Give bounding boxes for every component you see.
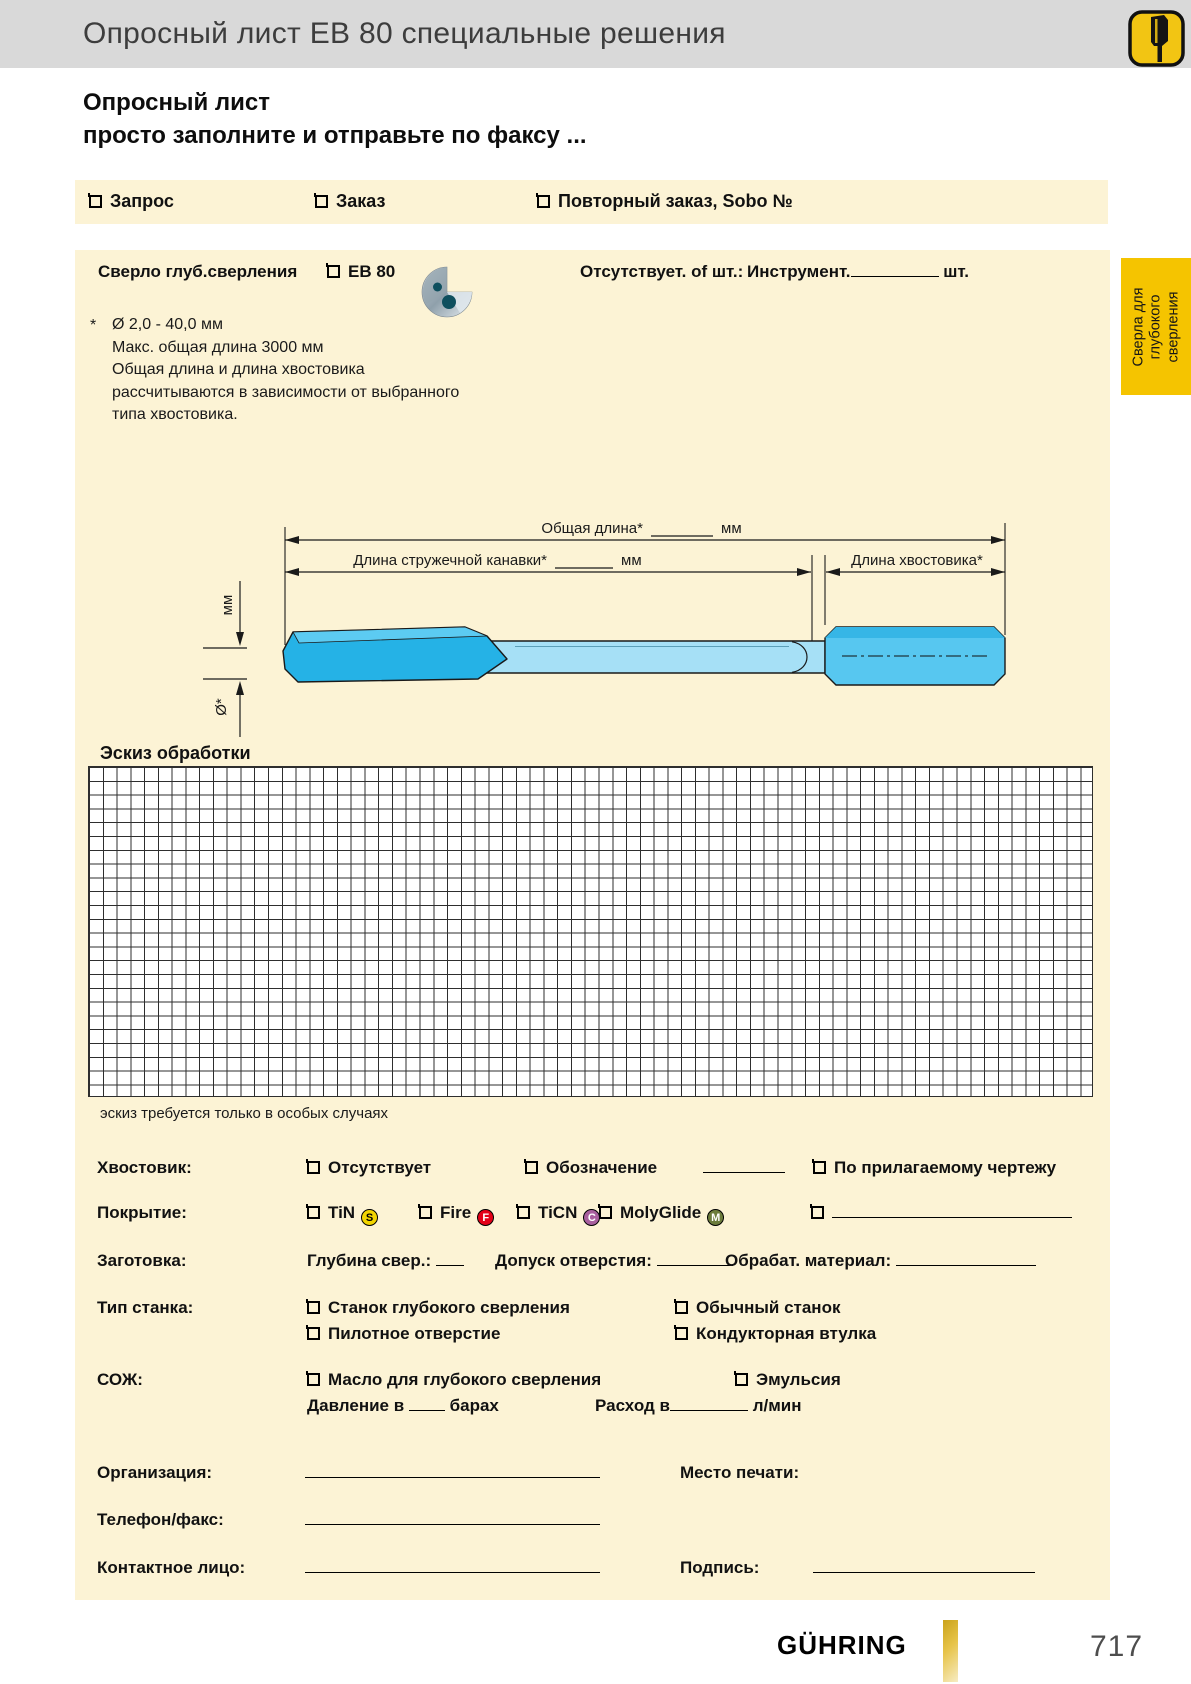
phone-line[interactable] xyxy=(305,1510,600,1530)
checkbox[interactable] xyxy=(537,195,550,208)
shank-length-label: Длина хвостовика* xyxy=(851,552,983,569)
option-label: Fire xyxy=(440,1203,472,1222)
form-body xyxy=(75,250,1110,1600)
flute-length-dimension xyxy=(285,552,811,576)
form-row-workpiece xyxy=(75,1251,1110,1277)
coating-badge-tin: S xyxy=(361,1209,378,1226)
checkbox[interactable] xyxy=(89,195,102,208)
tolerance-blank[interactable] xyxy=(657,1251,733,1266)
shank-option-none[interactable] xyxy=(307,1158,431,1178)
contact-line[interactable] xyxy=(305,1558,600,1578)
stamp-label: Место печати: xyxy=(680,1463,800,1482)
checkbox[interactable] xyxy=(307,1161,320,1174)
option-label: Пилотное отверстие xyxy=(328,1324,501,1343)
form-row-machine-1 xyxy=(75,1298,1110,1324)
diameter-dimension xyxy=(203,581,247,737)
drill-icon xyxy=(1128,10,1185,67)
page-header-bar xyxy=(0,0,1191,68)
checkbox[interactable] xyxy=(307,1301,320,1314)
shank-length-dimension xyxy=(826,552,1005,576)
order-type-bar xyxy=(75,180,1108,224)
page-number: 717 xyxy=(1090,1630,1144,1663)
checkbox[interactable] xyxy=(813,1161,826,1174)
flow-field xyxy=(595,1396,802,1416)
field-label: Допуск отверстия: xyxy=(495,1251,652,1270)
drill-corner-icon xyxy=(1128,10,1185,67)
checkbox[interactable] xyxy=(675,1301,688,1314)
footnote-line: Макс. общая длина 3000 мм xyxy=(112,338,324,356)
order-option-reorder[interactable] xyxy=(537,191,793,212)
side-tab-text xyxy=(1121,258,1191,395)
shank-designation-blank[interactable] xyxy=(703,1158,785,1178)
coating-other-blank[interactable] xyxy=(832,1203,1072,1218)
tool-availability: Отсутствует. of шт.: xyxy=(580,262,744,281)
contact-label: Контактное лицо: xyxy=(97,1558,246,1577)
checkbox[interactable] xyxy=(811,1206,824,1219)
option-label: MolyGlide xyxy=(620,1203,702,1222)
signature-label: Подпись: xyxy=(680,1558,760,1577)
form-row-shank xyxy=(75,1158,1110,1184)
option-label: Станок глубокого сверления xyxy=(328,1298,570,1317)
chapter-side-tab xyxy=(1121,258,1191,395)
checkbox[interactable] xyxy=(315,195,328,208)
tool-unit: шт. xyxy=(943,262,969,281)
tool-label: Сверло глуб.сверления xyxy=(98,262,298,281)
footnote-star: * xyxy=(90,317,97,334)
checkbox[interactable] xyxy=(307,1206,320,1219)
order-option-order[interactable] xyxy=(315,191,385,212)
drill-illustration xyxy=(283,627,1005,685)
overall-length-label: Общая длина* xyxy=(541,520,643,537)
form-row-coolant-2 xyxy=(75,1396,1110,1422)
tool-instrument-field xyxy=(747,262,969,282)
drill-dimension-diagram xyxy=(195,475,1025,745)
field-unit: барах xyxy=(449,1396,499,1415)
option-label: Отсутствует xyxy=(328,1158,432,1177)
field-label: Давление в xyxy=(307,1396,405,1415)
checkbox[interactable] xyxy=(525,1161,538,1174)
checkbox[interactable] xyxy=(419,1206,432,1219)
form-row-organization xyxy=(75,1463,1110,1489)
coating-option-tin[interactable] xyxy=(307,1203,378,1226)
order-option-label: Заказ xyxy=(336,191,386,211)
checkbox[interactable] xyxy=(599,1206,612,1219)
page-title xyxy=(83,86,587,152)
sketch-heading: Эскиз обработки xyxy=(100,743,251,763)
option-label: По прилагаемому чертежу xyxy=(834,1158,1057,1177)
diameter-footnote xyxy=(90,314,459,427)
page-title-line1: Опросный лист xyxy=(83,89,271,116)
side-tab-line: глубокого xyxy=(1147,294,1164,359)
pressure-field xyxy=(307,1396,499,1416)
depth-blank[interactable] xyxy=(436,1251,464,1266)
order-option-label: Повторный заказ, Sobo № xyxy=(558,191,793,211)
footnote-line: Общая длина и длина хвостовика xyxy=(112,361,365,378)
machine-option-pilot[interactable] xyxy=(307,1324,500,1344)
brand-logo: GÜHRING xyxy=(777,1630,907,1660)
side-tab-line: сверления xyxy=(1164,291,1181,362)
checkbox[interactable] xyxy=(307,1327,320,1340)
machine-option-bush[interactable] xyxy=(675,1324,876,1344)
tool-row xyxy=(75,262,1110,322)
coating-badge-molyglide: M xyxy=(707,1209,724,1226)
machine-option-standard[interactable] xyxy=(675,1298,840,1318)
option-label: Масло для глубокого сверления xyxy=(328,1370,602,1389)
field-label: Глубина свер.: xyxy=(307,1251,432,1270)
organization-line[interactable] xyxy=(305,1463,600,1483)
checkbox[interactable] xyxy=(307,1373,320,1386)
coating-option-ticn[interactable] xyxy=(517,1203,600,1226)
diameter-symbol: Ø* xyxy=(213,698,230,716)
tool-model-label: EB 80 xyxy=(348,262,396,281)
organization-label: Организация: xyxy=(97,1463,213,1482)
option-label: TiN xyxy=(328,1203,356,1222)
checkbox[interactable] xyxy=(327,265,340,278)
coolant-option-emulsion[interactable] xyxy=(735,1370,841,1390)
flow-blank[interactable] xyxy=(670,1396,748,1411)
instrument-qty-blank[interactable] xyxy=(851,262,939,277)
pressure-blank[interactable] xyxy=(409,1396,445,1411)
page-header-title: Опросный лист EB 80 специальные решения xyxy=(83,17,726,50)
option-label: TiCN xyxy=(538,1203,578,1222)
footnote-line: рассчитываются в зависимости от выбранного xyxy=(112,383,460,401)
option-label: Обозначение xyxy=(546,1158,658,1177)
shank-option-drawing[interactable] xyxy=(813,1158,1056,1178)
tool-model-option[interactable] xyxy=(327,262,395,282)
option-label: Эмульсия xyxy=(756,1370,841,1389)
footnote-line: Ø 2,0 - 40,0 мм xyxy=(112,316,223,333)
checkbox[interactable] xyxy=(675,1327,688,1340)
coating-badge-fire: F xyxy=(477,1209,494,1226)
checkbox[interactable] xyxy=(517,1206,530,1219)
field-label: Расход в xyxy=(595,1396,670,1415)
material-field xyxy=(725,1251,1036,1271)
form-row-phone xyxy=(75,1510,1110,1536)
form-row-machine-2 xyxy=(75,1324,1110,1350)
option-label: Обычный станок xyxy=(696,1298,841,1317)
checkbox[interactable] xyxy=(735,1373,748,1386)
coating-option-fire[interactable] xyxy=(419,1203,494,1226)
coolant-option-oil[interactable] xyxy=(307,1370,601,1390)
material-blank[interactable] xyxy=(896,1251,1036,1266)
coating-option-other[interactable] xyxy=(811,1203,1072,1223)
workpiece-row-label: Заготовка: xyxy=(97,1251,187,1270)
diameter-unit: мм xyxy=(219,594,236,616)
shank-row-label: Хвостовик: xyxy=(97,1158,192,1177)
machine-option-deep[interactable] xyxy=(307,1298,570,1318)
field-label: Обрабат. материал: xyxy=(725,1251,892,1270)
option-label: Кондукторная втулка xyxy=(696,1324,877,1343)
form-row-contact xyxy=(75,1558,1110,1584)
machine-row-label: Тип станка: xyxy=(97,1298,194,1317)
form-row-coolant-1 xyxy=(75,1370,1110,1396)
order-option-request[interactable] xyxy=(89,191,174,212)
signature-line[interactable] xyxy=(813,1558,1035,1578)
side-tab-line: Сверла для xyxy=(1129,287,1146,366)
coating-row-label: Покрытие: xyxy=(97,1203,187,1222)
phone-label: Телефон/факс: xyxy=(97,1510,224,1529)
coating-option-molyglide[interactable] xyxy=(599,1203,724,1226)
footnote-line: типа хвостовика. xyxy=(112,406,238,423)
drilling-depth-field xyxy=(307,1251,464,1271)
field-unit: л/мин xyxy=(752,1396,802,1415)
flute-length-label: Длина стружечной канавки* xyxy=(353,552,547,569)
tool-instrument-label: Инструмент. xyxy=(747,262,851,281)
footer-gold-bar xyxy=(943,1620,958,1682)
form-row-coating xyxy=(75,1203,1110,1229)
sketch-note: эскиз требуется только в особых случаях xyxy=(100,1105,389,1122)
overall-length-unit: мм xyxy=(721,520,742,537)
coolant-row-label: СОЖ: xyxy=(97,1370,143,1389)
overall-length-dimension xyxy=(285,520,1005,544)
shank-option-designation[interactable] xyxy=(525,1158,657,1178)
coating-badge-ticn: C xyxy=(583,1209,600,1226)
page-title-line2: просто заполните и отправьте по факсу ... xyxy=(83,122,587,149)
sketch-grid-area[interactable] xyxy=(88,766,1093,1097)
flute-length-unit: мм xyxy=(621,552,642,569)
order-option-label: Запрос xyxy=(110,191,174,211)
hole-tolerance-field xyxy=(495,1251,733,1271)
